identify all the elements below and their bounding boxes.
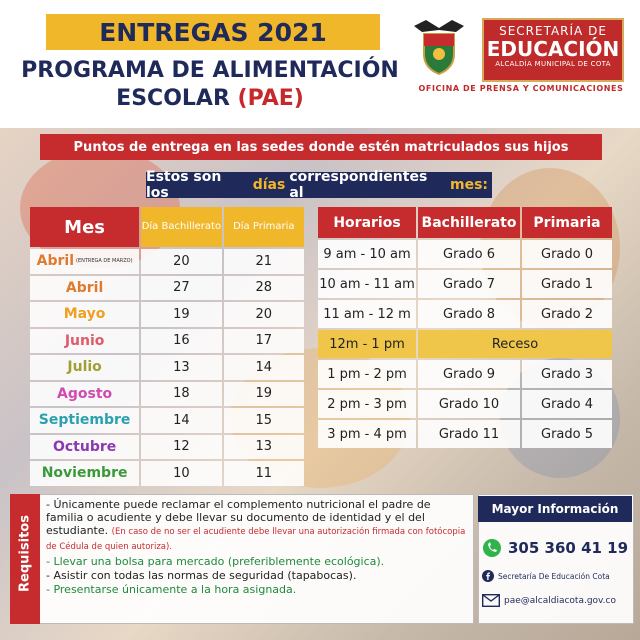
- day-primaria: 21: [224, 249, 304, 274]
- phone-number[interactable]: 305 360 41 19: [508, 539, 629, 557]
- office-label: OFICINA DE PRENSA Y COMUNICACIONES: [418, 84, 624, 93]
- phone-row: [482, 538, 630, 558]
- time-slot: 11 am - 12 m: [318, 300, 416, 328]
- month-name: Junio: [64, 332, 105, 349]
- month-row: [30, 276, 306, 301]
- day-bachillerato: 18: [141, 382, 221, 407]
- days-word: días: [252, 177, 286, 193]
- requirements-label: Requisitos: [17, 515, 33, 592]
- facebook-icon: [482, 570, 494, 582]
- day-bachillerato: 14: [141, 408, 221, 433]
- program-title: PROGRAMA DE ALIMENTACIÓN: [21, 58, 399, 83]
- grade-primaria: Grado 0: [522, 240, 612, 268]
- grade-bachillerato: Grado 11: [418, 420, 520, 448]
- logo-line3: ALCALDÍA MUNICIPAL DE COTA: [495, 60, 611, 68]
- month-name-cell: [30, 329, 139, 354]
- month-name: Agosto: [57, 385, 113, 402]
- requirement-text-1: - Únicamente puede reclamar el complemento nutricional el padre de familia o acudiente y debe llevar su documento de identidad y el del estudiante.: [46, 498, 431, 537]
- grade-bachillerato: Grado 7: [418, 270, 520, 298]
- header-dia-primaria: Día Primaria: [224, 207, 304, 247]
- facebook-page[interactable]: Secretaría De Educación Cota: [498, 571, 610, 581]
- month-row: [30, 355, 306, 380]
- day-bachillerato: 10: [141, 461, 221, 486]
- day-primaria: 15: [224, 408, 304, 433]
- day-primaria: 11: [224, 461, 304, 486]
- month-word: mes:: [449, 177, 488, 193]
- logo-line2: EDUCACIÓN: [486, 37, 620, 61]
- day-primaria: 19: [224, 382, 304, 407]
- grade-primaria: Grado 5: [522, 420, 612, 448]
- crest-icon: [408, 16, 470, 78]
- day-primaria: 13: [224, 435, 304, 460]
- month-row: [30, 329, 306, 354]
- schedule-row: [318, 420, 614, 448]
- requirement-item-1: [46, 498, 466, 554]
- month-name: Septiembre: [38, 412, 131, 429]
- grade-primaria: Grado 1: [522, 270, 612, 298]
- schedule-table-header: [318, 207, 614, 238]
- month-row: [30, 435, 306, 460]
- contact-title: Mayor Información: [478, 496, 632, 522]
- month-name-cell: [30, 276, 139, 301]
- grade-bachillerato: Grado 8: [418, 300, 520, 328]
- header-bachillerato: Bachillerato: [418, 207, 520, 238]
- title-badge: ENTREGAS 2021: [46, 14, 380, 50]
- email-row: [482, 594, 630, 607]
- days-banner: [146, 169, 492, 201]
- month-name: Abril: [36, 253, 74, 270]
- program-subtitle: [10, 86, 410, 111]
- header-horarios: Horarios: [318, 207, 416, 238]
- header-mes: Mes: [30, 207, 139, 247]
- month-row: [30, 382, 306, 407]
- month-name: Mayo: [63, 306, 106, 323]
- grade-primaria: Grado 4: [522, 390, 612, 418]
- days-banner-mid: correspondientes al: [289, 169, 428, 201]
- schedule-table: [318, 207, 614, 448]
- day-primaria: 20: [224, 302, 304, 327]
- grade-bachillerato: Grado 6: [418, 240, 520, 268]
- day-bachillerato: 27: [141, 276, 221, 301]
- schedule-row: [318, 360, 614, 388]
- month-name: Noviembre: [41, 465, 128, 482]
- month-name-cell: [30, 408, 139, 433]
- requirement-item-4: - Presentarse únicamente a la hora asignada.: [46, 583, 297, 596]
- grade-primaria: Grado 2: [522, 300, 612, 328]
- facebook-row: [482, 570, 630, 582]
- logo-line1: SECRETARÍA DE: [499, 24, 607, 38]
- pae-acronym: (PAE): [237, 86, 304, 111]
- day-primaria: 17: [224, 329, 304, 354]
- requirements-content: [46, 498, 466, 597]
- month-name: Octubre: [52, 438, 117, 455]
- grade-bachillerato: Grado 10: [418, 390, 520, 418]
- schedule-row: [318, 390, 614, 418]
- time-slot: 3 pm - 4 pm: [318, 420, 416, 448]
- grade-bachillerato: Grado 9: [418, 360, 520, 388]
- month-note: (ENTREGA DE MARZO): [76, 258, 133, 265]
- day-bachillerato: 20: [141, 249, 221, 274]
- time-slot: 2 pm - 3 pm: [318, 390, 416, 418]
- schedule-row: [318, 300, 614, 328]
- months-table: [30, 207, 306, 486]
- month-name-cell: [30, 249, 139, 274]
- schedule-row: [318, 240, 614, 268]
- month-row: [30, 408, 306, 433]
- header-primaria: Primaria: [522, 207, 612, 238]
- secretaria-logo: [482, 18, 624, 82]
- requirements-side: [10, 494, 40, 624]
- time-slot: 10 am - 11 am: [318, 270, 416, 298]
- time-slot: 12m - 1 pm: [318, 330, 416, 358]
- program-subtitle-text: ESCOLAR: [116, 86, 238, 111]
- whatsapp-icon: [482, 538, 502, 558]
- mail-icon: [482, 594, 500, 607]
- recess-cell: Receso: [418, 330, 612, 358]
- month-name: Julio: [67, 359, 102, 376]
- month-name-cell: [30, 461, 139, 486]
- grade-primaria: Grado 3: [522, 360, 612, 388]
- time-slot: 1 pm - 2 pm: [318, 360, 416, 388]
- days-banner-pre: Estos son los: [146, 169, 222, 201]
- month-row: [30, 249, 306, 274]
- month-row: [30, 302, 306, 327]
- delivery-banner: Puntos de entrega en las sedes donde estén matriculados sus hijos: [40, 134, 602, 160]
- month-row: [30, 461, 306, 486]
- months-table-header: [30, 207, 306, 247]
- schedule-row: [318, 330, 614, 358]
- requirement-item-2: - Llevar una bolsa para mercado (preferiblemente ecológica).: [46, 555, 385, 568]
- month-name-cell: [30, 302, 139, 327]
- month-name-cell: [30, 355, 139, 380]
- requirement-note: (En caso de no ser el acudiente debe llevar una autorización firmada con fotócopia de Cédula de quien autoriza).: [46, 527, 466, 552]
- day-bachillerato: 13: [141, 355, 221, 380]
- schedule-row: [318, 270, 614, 298]
- day-bachillerato: 19: [141, 302, 221, 327]
- requirement-item-3: - Asistir con todas las normas de seguridad (tapabocas).: [46, 569, 357, 582]
- time-slot: 9 am - 10 am: [318, 240, 416, 268]
- month-name-cell: [30, 382, 139, 407]
- day-primaria: 14: [224, 355, 304, 380]
- header-area: [0, 0, 640, 128]
- day-bachillerato: 12: [141, 435, 221, 460]
- header-dia-bachillerato: Día Bachillerato: [141, 207, 221, 247]
- month-name: Abril: [65, 279, 104, 296]
- day-bachillerato: 16: [141, 329, 221, 354]
- month-name-cell: [30, 435, 139, 460]
- day-primaria: 28: [224, 276, 304, 301]
- email-address[interactable]: pae@alcaldiacota.gov.co: [504, 595, 616, 606]
